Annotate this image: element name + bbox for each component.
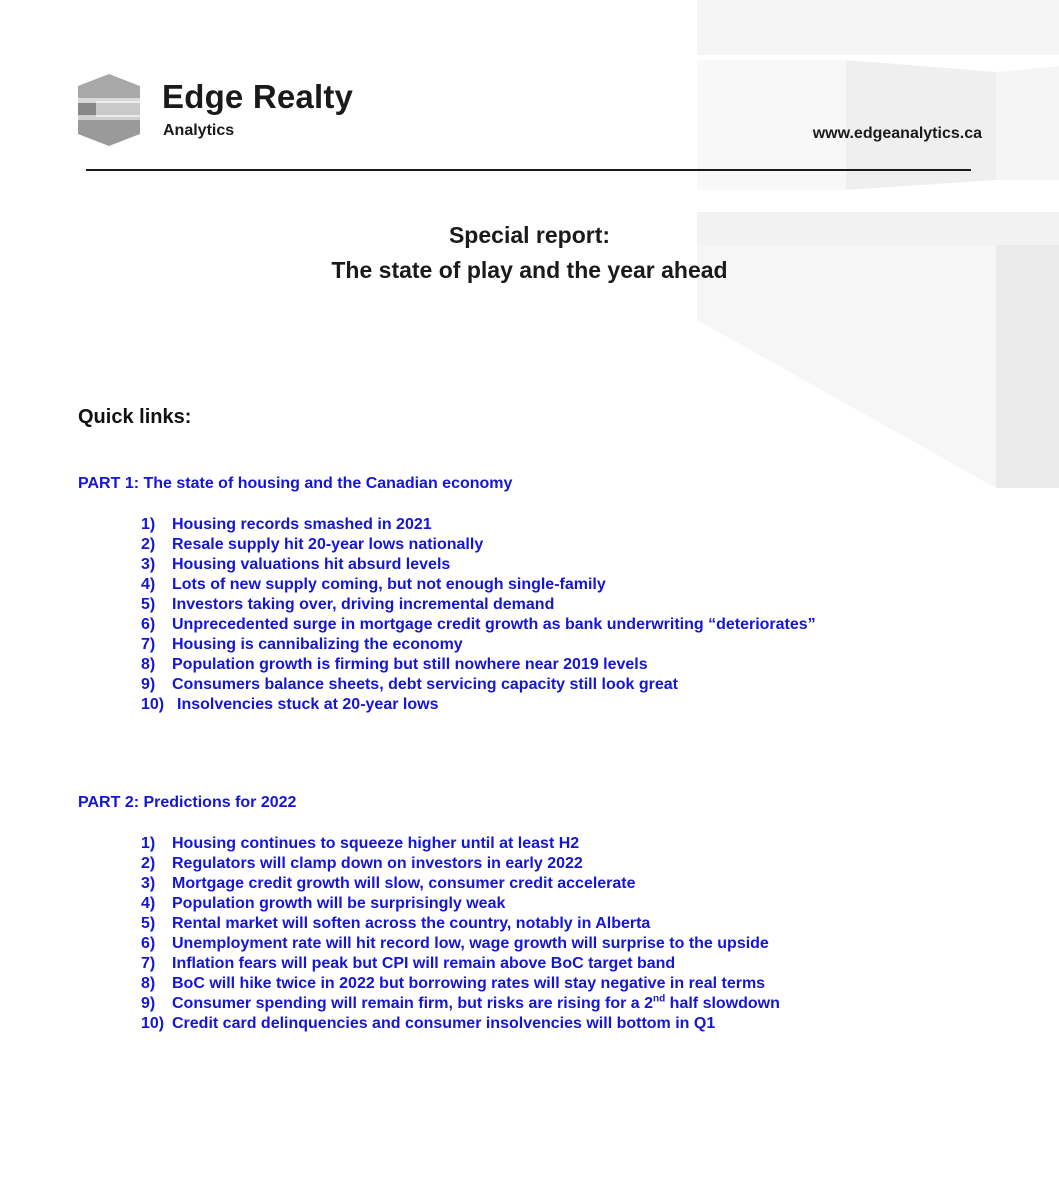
title-line-1: Special report: bbox=[448, 222, 611, 248]
edge-logo-icon bbox=[78, 74, 140, 146]
quick-link-item[interactable]: 2) Regulators will clamp down on investors in early 2022 bbox=[141, 855, 583, 872]
quick-link-item[interactable]: 8) BoC will hike twice in 2022 but borrowing rates will stay negative in real terms bbox=[141, 975, 766, 992]
quick-link-item[interactable]: 4) Lots of new supply coming, but not enough single-family bbox=[141, 576, 606, 593]
quick-link-item[interactable]: 5) Investors taking over, driving incremental demand bbox=[141, 596, 555, 613]
header bbox=[78, 74, 988, 174]
quick-link-item[interactable]: 6) Unprecedented surge in mortgage credit growth as bank underwriting “deteriorates” bbox=[141, 616, 816, 633]
part2-link-list bbox=[141, 834, 780, 1034]
quick-link-item[interactable]: 7) Inflation fears will peak but CPI will remain above BoC target band bbox=[141, 955, 676, 972]
brand-subtitle: Analytics bbox=[163, 122, 235, 139]
quick-links-label: Quick links: bbox=[78, 406, 192, 428]
report-title bbox=[0, 218, 1059, 288]
part1-link-list bbox=[141, 515, 816, 715]
quick-link-item[interactable]: 1) Housing continues to squeeze higher until at least H2 bbox=[141, 835, 580, 852]
quick-link-item[interactable]: 10) Insolvencies stuck at 20-year lows bbox=[141, 696, 439, 713]
quick-link-item[interactable]: 3) Housing valuations hit absurd levels bbox=[141, 556, 451, 573]
website-link[interactable]: www.edgeanalytics.ca bbox=[812, 125, 982, 142]
part2-heading-link[interactable]: PART 2: Predictions for 2022 bbox=[78, 794, 297, 811]
quick-link-item[interactable]: 9) Consumer spending will remain firm, but risks are rising for a 2nd half slowdown bbox=[141, 993, 780, 1012]
brand-name: Edge Realty bbox=[162, 78, 354, 115]
quick-link-item[interactable]: 5) Rental market will soften across the country, notably in Alberta bbox=[141, 915, 651, 932]
quick-link-item[interactable]: 3) Mortgage credit growth will slow, consumer credit accelerate bbox=[141, 875, 636, 892]
header-divider bbox=[86, 169, 971, 171]
quick-link-item[interactable]: 8) Population growth is firming but still nowhere near 2019 levels bbox=[141, 656, 648, 673]
quick-link-item[interactable]: 2) Resale supply hit 20-year lows nationally bbox=[141, 536, 484, 553]
title-line-2: The state of play and the year ahead bbox=[331, 257, 728, 283]
quick-link-item[interactable]: 6) Unemployment rate will hit record low, wage growth will surprise to the upside bbox=[141, 935, 769, 952]
quick-link-item[interactable]: 7) Housing is cannibalizing the economy bbox=[141, 636, 463, 653]
part1-heading-link[interactable]: PART 1: The state of housing and the Canadian economy bbox=[78, 475, 513, 492]
quick-link-item[interactable]: 9) Consumers balance sheets, debt servicing capacity still look great bbox=[141, 676, 678, 693]
quick-link-item[interactable]: 4) Population growth will be surprisingly weak bbox=[141, 895, 506, 912]
quick-link-item[interactable]: 1) Housing records smashed in 2021 bbox=[141, 516, 432, 533]
quick-link-item[interactable]: 10) Credit card delinquencies and consumer insolvencies will bottom in Q1 bbox=[141, 1015, 716, 1032]
